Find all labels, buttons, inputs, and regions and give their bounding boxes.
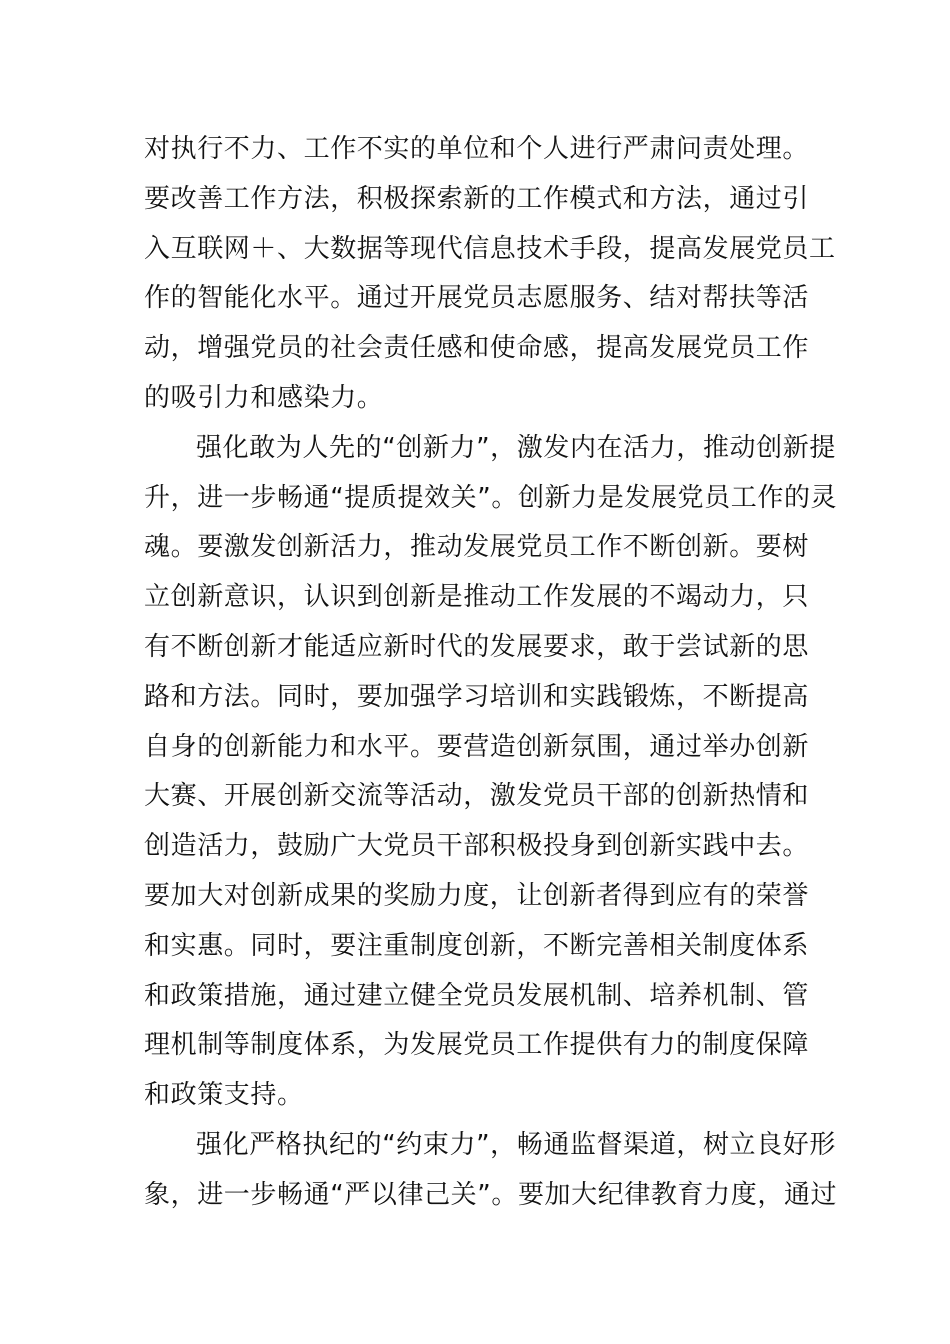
body-text bbox=[144, 125, 838, 1221]
text-line: 要加大对创新成果的奖励力度，让创新者得到应有的荣誉 bbox=[144, 880, 810, 911]
text-line: 自身的创新能力和水平。要营造创新氛围，通过举办创新 bbox=[144, 731, 810, 762]
text-line: 有不断创新才能适应新时代的发展要求，敢于尝试新的思 bbox=[144, 631, 810, 662]
text-line: 和政策措施，通过建立健全党员发展机制、培养机制、管 bbox=[144, 980, 810, 1011]
text-line: 要改善工作方法，积极探索新的工作模式和方法，通过引 bbox=[144, 183, 810, 214]
text-line: 魂。要激发创新活力，推动发展党员工作不断创新。要树 bbox=[144, 532, 810, 563]
paragraph-first-line: 强化敢为人先的“创新力”，激发内在活力，推动创新提 bbox=[196, 432, 836, 463]
text-line: 大赛、开展创新交流等活动，激发党员干部的创新热情和 bbox=[144, 781, 810, 812]
text-line: 和政策支持。 bbox=[144, 1080, 304, 1111]
text-line: 入互联网＋、大数据等现代信息技术手段，提高发展党员工 bbox=[144, 233, 836, 264]
text-line: 动，增强党员的社会责任感和使命感，提高发展党员工作 bbox=[144, 333, 810, 364]
text-line: 的吸引力和感染力。 bbox=[144, 382, 384, 413]
text-line: 对执行不力、工作不实的单位和个人进行严肃问责处理。 bbox=[144, 134, 810, 164]
text-line: 和实惠。同时，要注重制度创新，不断完善相关制度体系 bbox=[144, 930, 810, 961]
text-line: 象，进一步畅通“严以律己关”。要加大纪律教育力度，通过 bbox=[144, 1179, 838, 1210]
text-line: 立创新意识，认识到创新是推动工作发展的不竭动力，只 bbox=[144, 582, 810, 613]
text-line: 作的智能化水平。通过开展党员志愿服务、结对帮扶等活 bbox=[144, 283, 810, 314]
paragraph-first-line: 强化严格执纪的“约束力”，畅通监督渠道，树立良好形 bbox=[196, 1129, 836, 1160]
text-line: 理机制等制度体系，为发展党员工作提供有力的制度保障 bbox=[144, 1030, 810, 1061]
text-line: 创造活力，鼓励广大党员干部积极投身到创新实践中去。 bbox=[144, 831, 810, 862]
text-line: 升，进一步畅通“提质提效关”。创新力是发展党员工作的灵 bbox=[144, 482, 838, 513]
text-line: 路和方法。同时，要加强学习培训和实践锻炼，不断提高 bbox=[144, 681, 810, 712]
